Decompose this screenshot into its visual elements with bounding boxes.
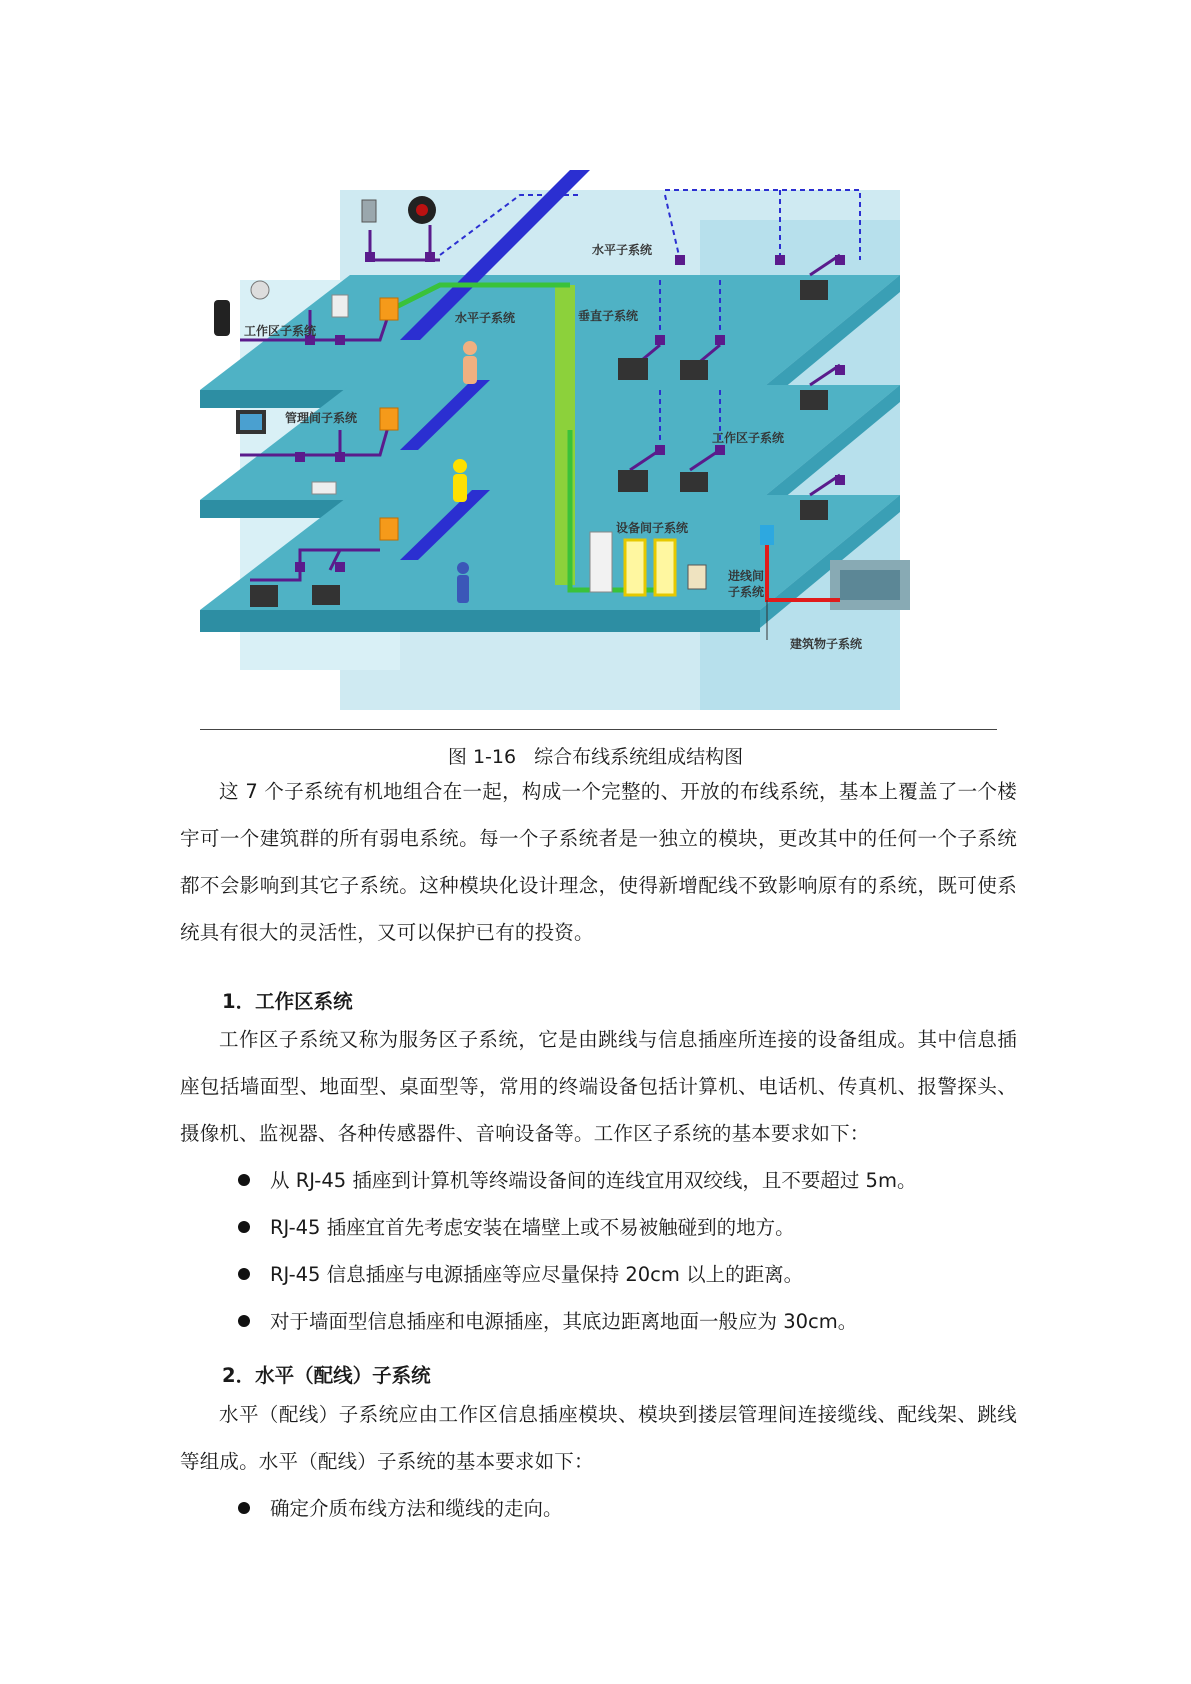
label-horizontal-mid: 水平子系统 xyxy=(455,311,516,325)
list-item xyxy=(180,1298,1017,1345)
bullet-dot-icon xyxy=(238,1315,250,1327)
section2-paragraph-block xyxy=(180,1391,1017,1485)
bullet-text: 从 RJ-45 插座到计算机等终端设备间的连线宜用双绞线，且不要超过 5m。 xyxy=(270,1169,917,1192)
figure-caption xyxy=(0,742,1191,769)
section1-paragraph-block xyxy=(180,1016,1017,1157)
building-cabling-illustration xyxy=(200,170,1000,715)
ground-edge xyxy=(200,625,760,632)
bullet-text: RJ-45 信息插座与电源插座等应尽量保持 20cm 以上的距离。 xyxy=(270,1263,804,1286)
bullet-dot-icon xyxy=(238,1221,250,1233)
label-equipment-room: 设备间子系统 xyxy=(616,521,689,535)
label-admin-room: 管理间子系统 xyxy=(285,411,358,425)
intro-paragraph-block xyxy=(180,768,1017,956)
caption-title: 综合布线系统组成结构图 xyxy=(534,746,744,768)
label-building: 建筑物子系统 xyxy=(790,637,863,651)
bullet-dot-icon xyxy=(238,1174,250,1186)
section1-heading: 1．工作区系统 xyxy=(222,990,353,1013)
section1-bullet-list xyxy=(180,1157,1017,1345)
label-entrance-2: 子系统 xyxy=(728,585,765,599)
section2-heading: 2．水平（配线）子系统 xyxy=(222,1364,431,1387)
figure-divider xyxy=(200,729,997,730)
list-item xyxy=(180,1251,1017,1298)
section1-paragraph: 工作区子系统又称为服务区子系统，它是由跳线与信息插座所连接的设备组成。其中信息插座包括墙面型、地面型、桌面型等，常用的终端设备包括计算机、电话机、传真机、报警探头、摄像机、监视器、各种传感器件、音响设备等。工作区子系统的基本要求如下： xyxy=(180,1028,1017,1145)
intro-paragraph: 这 7 个子系统有机地组合在一起，构成一个完整的、开放的布线系统，基本上覆盖了一个楼宇可一个建筑群的所有弱电系统。每一个子系统者是一独立的模块，更改其中的任何一个子系统都不会影响到其它子系统。这种模块化设计理念，使得新增配线不致影响原有的系统，既可使系统具有很大的灵活性，又可以保护已有的投资。 xyxy=(180,780,1017,944)
section2-bullet-list xyxy=(180,1485,1017,1532)
bullet-text: 确定介质布线方法和缆线的走向。 xyxy=(270,1497,563,1520)
bullet-text: 对于墙面型信息插座和电源插座，其底边距离地面一般应为 30cm。 xyxy=(270,1310,858,1333)
label-work-area-right: 工作区子系统 xyxy=(712,431,785,445)
list-item xyxy=(180,1157,1017,1204)
label-horizontal-top: 水平子系统 xyxy=(592,243,653,257)
label-vertical: 垂直子系统 xyxy=(578,309,639,323)
bullet-text: RJ-45 插座宜首先考虑安装在墙壁上或不易被触碰到的地方。 xyxy=(270,1216,795,1239)
label-entrance-1: 进线间 xyxy=(728,569,765,583)
section2-paragraph: 水平（配线）子系统应由工作区信息插座模块、模块到搂层管理间连接缆线、配线架、跳线等组成。水平（配线）子系统的基本要求如下： xyxy=(180,1403,1017,1473)
caption-number: 图 1-16 xyxy=(447,746,517,768)
list-item xyxy=(180,1204,1017,1251)
bullet-dot-icon xyxy=(238,1502,250,1514)
cabling-system-diagram xyxy=(200,170,1000,715)
label-work-area-left: 工作区子系统 xyxy=(244,324,317,338)
bullet-dot-icon xyxy=(238,1268,250,1280)
list-item xyxy=(180,1485,1017,1532)
